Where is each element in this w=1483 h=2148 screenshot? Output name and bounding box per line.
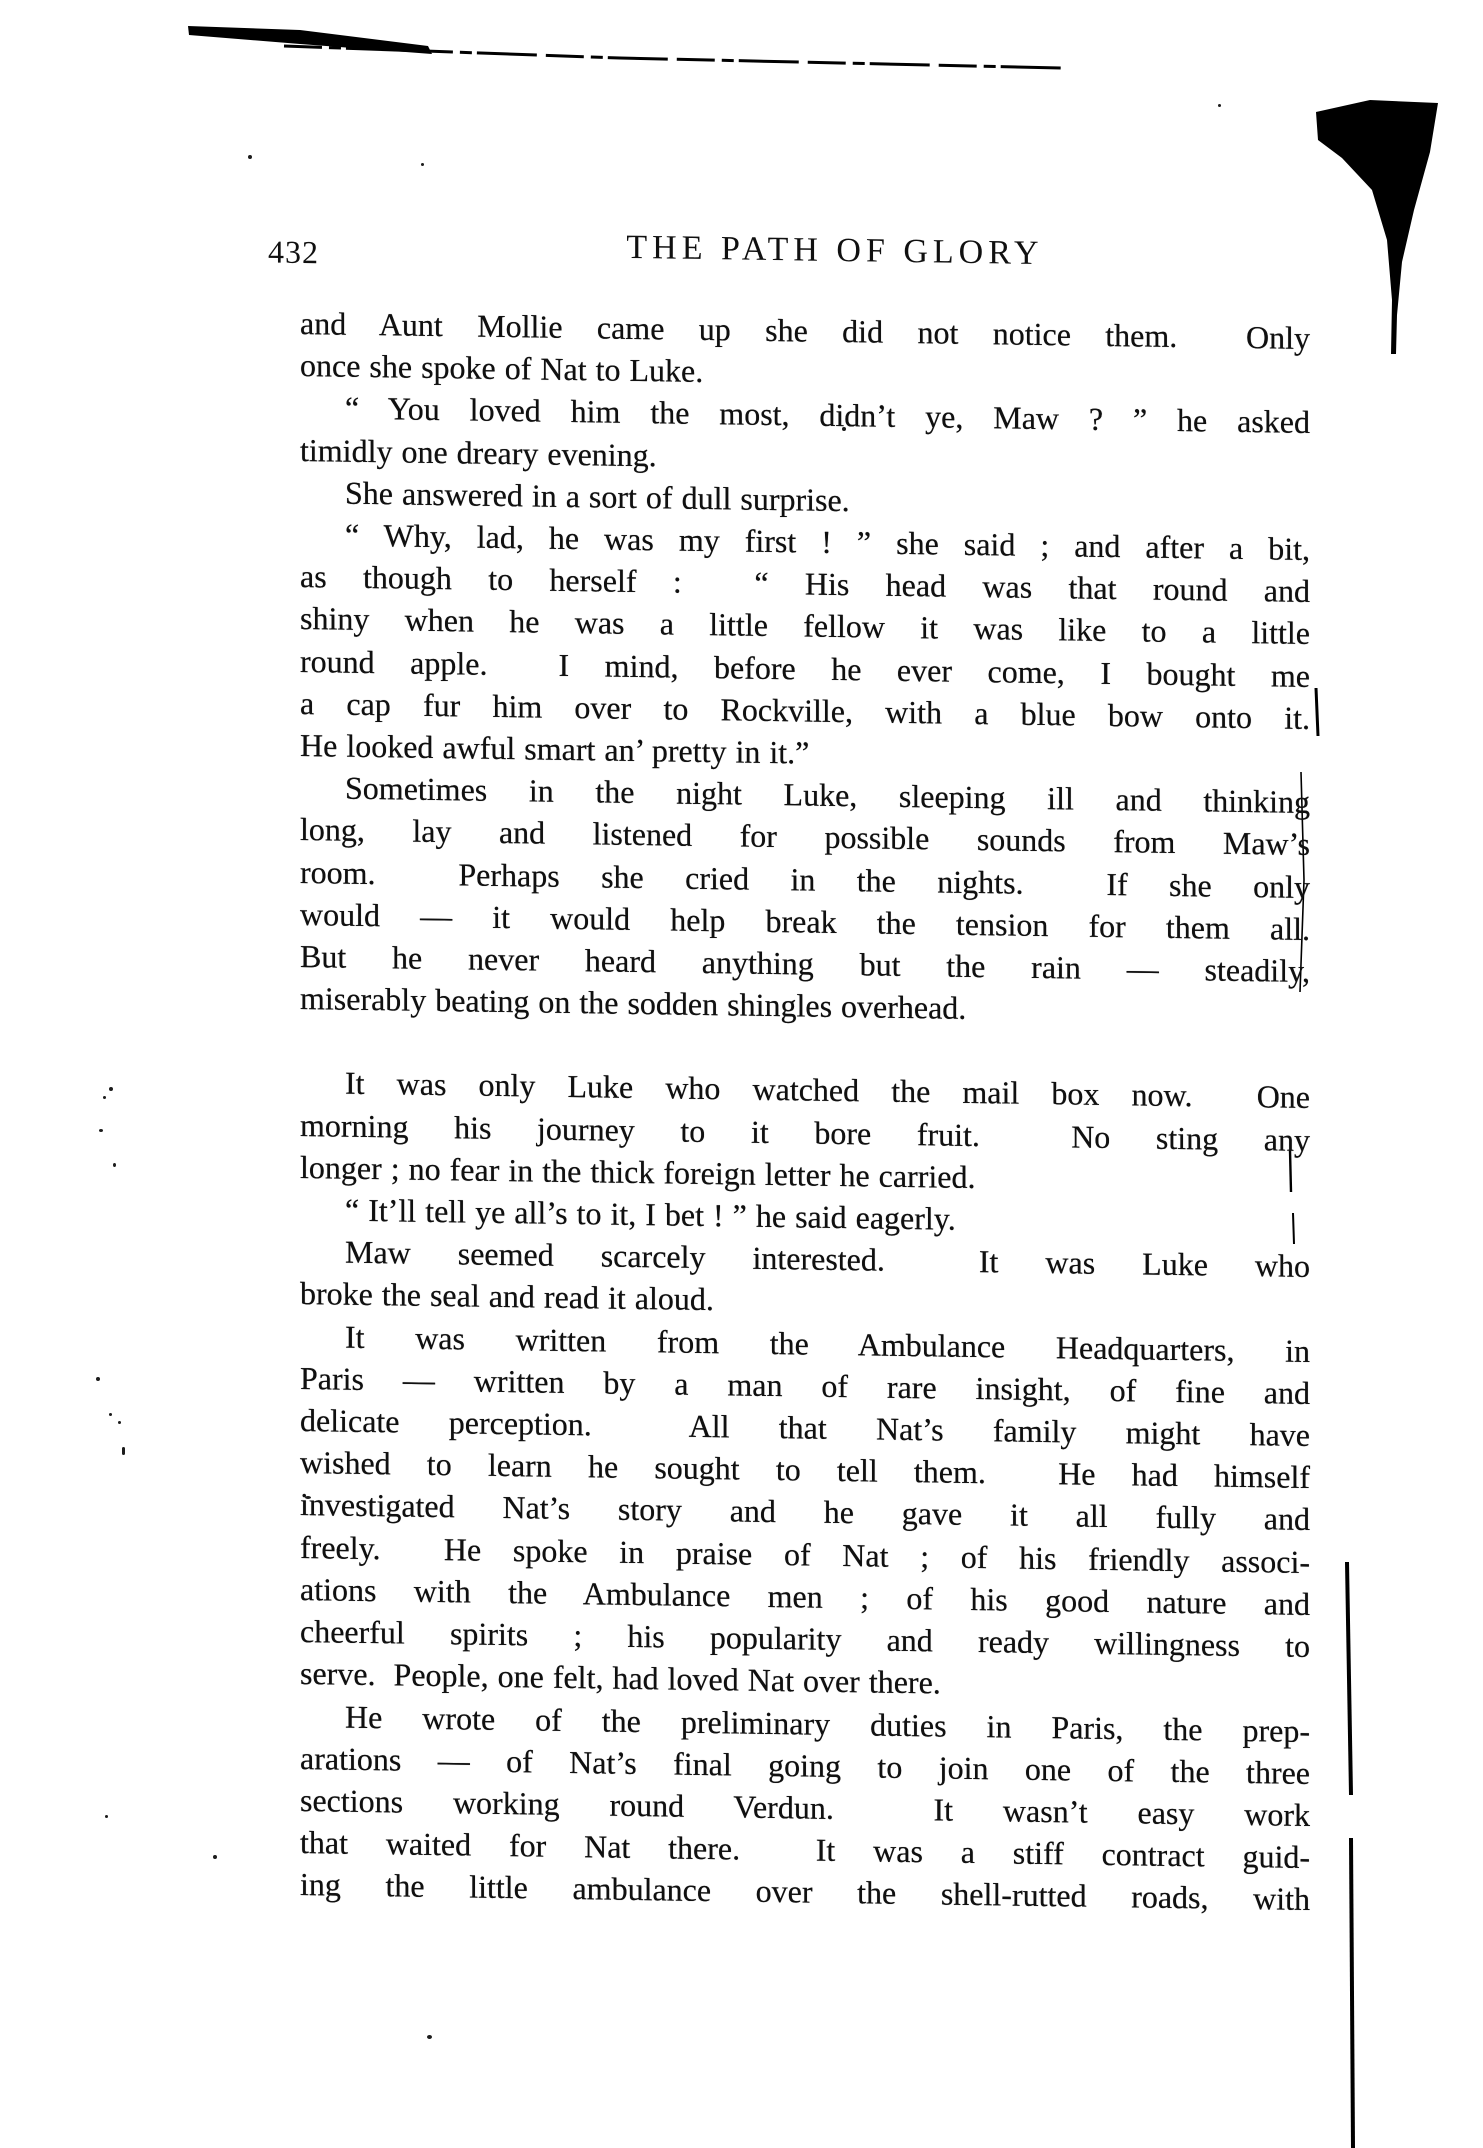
crease-line-bottom-a <box>1347 1562 1351 1795</box>
text-line: wished to learn he sought to tell them. He had himself <box>300 1444 1310 1496</box>
text-line: sections working round Verdun. It wasn’t easy work <box>300 1781 1310 1833</box>
dust-speck <box>99 1129 103 1132</box>
dust-speck <box>1218 104 1221 107</box>
dust-speck <box>213 1855 217 1859</box>
text-line: morning his journey to it bore fruit. No sting any <box>300 1106 1310 1158</box>
text-line: ations with the Ambulance men ; of his good nature and <box>300 1570 1310 1622</box>
text-line: serve. People, one felt, had loved Nat over there. <box>300 1655 941 1701</box>
text-line: “ It’ll tell ye all’s to it, I bet ! ” he said eagerly. <box>345 1191 956 1237</box>
text-line: Sometimes in the night Luke, sleeping ill and thinking <box>345 769 1310 821</box>
text-line: Maw seemed scarcely interested. It was Luke who <box>345 1233 1310 1285</box>
running-title: THE PATH OF GLORY <box>626 228 1044 273</box>
text-line: “ Why, lad, he was my first ! ” she said ; and after a bit, <box>345 516 1310 568</box>
text-line: delicate perception. All that Nat’s family might have <box>300 1402 1310 1454</box>
text-line: Paris — written by a man of rare insight, of fine and <box>300 1359 1310 1411</box>
text-line: once she spoke of Nat to Luke. <box>300 347 704 390</box>
text-line: He wrote of the preliminary duties in Paris, the prep- <box>345 1698 1310 1749</box>
scan-streak-top-thin <box>284 46 1062 68</box>
text-line: a cap fur him over to Rockville, with a blue bow onto it. <box>300 684 1310 736</box>
text-line: It was written from the Ambulance Headquarters, in <box>345 1318 1310 1369</box>
dust-speck <box>109 1413 112 1416</box>
text-line: broke the seal and read it aloud. <box>300 1275 714 1318</box>
text-line: arations — of Nat’s final going to join one of the three <box>300 1739 1310 1791</box>
dust-speck <box>421 163 424 166</box>
dust-speck <box>103 1096 106 1099</box>
text-line: that waited for Nat there. It was a stiff contract guid- <box>300 1824 1310 1876</box>
text-line: She answered in a sort of dull surprise. <box>345 474 850 518</box>
text-line: investigated Nat’s story and he gave it all fully and <box>300 1486 1310 1538</box>
text-line: “ You loved him the most, didn’t ye, Maw ? ” he asked <box>345 390 1310 441</box>
text-line: ing the little ambulance over the shell-rutted roads, with <box>300 1866 1310 1918</box>
text-line: He looked awful smart an’ pretty in it.” <box>300 727 810 771</box>
paragraph <box>300 302 1310 401</box>
paragraph <box>300 1061 1310 1203</box>
text-line: shiny when he was a little fellow it was like to a little <box>300 600 1310 652</box>
dust-speck <box>122 1447 125 1455</box>
dust-speck <box>113 1163 116 1167</box>
text-line: would — it would help break the tension for them all. <box>300 895 1310 947</box>
text-line: miserably beating on the sodden shingles overhead. <box>300 980 967 1027</box>
text-line: as though to herself : “ His head was that round and <box>300 558 1310 610</box>
text-line: It was only Luke who watched the mail box now. One <box>345 1065 1310 1116</box>
dust-speck <box>427 2035 432 2039</box>
text-line: longer ; no fear in the thick foreign letter he carried. <box>300 1148 976 1195</box>
paragraph <box>300 386 1310 485</box>
ink-blot-top-right <box>1316 100 1438 354</box>
paragraph <box>300 766 1310 1034</box>
paragraph <box>300 513 1310 781</box>
dust-speck <box>248 155 252 159</box>
dust-speck <box>109 1087 113 1091</box>
dust-speck <box>105 1815 108 1818</box>
page-number: 432 <box>268 233 319 271</box>
text-line: room. Perhaps she cried in the nights. If she only <box>300 853 1310 905</box>
text-column <box>300 302 1310 1921</box>
dust-speck <box>96 1377 100 1381</box>
text-line: cheerful spirits ; his popularity and ready willingness to <box>300 1613 1310 1665</box>
crease-line-bottom-b <box>1351 1838 1353 2148</box>
crease-mark-1 <box>1316 688 1318 736</box>
paragraph <box>300 1230 1310 1329</box>
text-line: But he never heard anything but the rain — steadily, <box>300 938 1310 990</box>
text-line: round apple. I mind, before he ever come, I bought me <box>300 642 1310 694</box>
paragraph <box>300 1695 1310 1921</box>
text-line: timidly one dreary evening. <box>300 431 657 473</box>
dust-speck <box>118 1421 121 1424</box>
text-line: freely. He spoke in praise of Nat ; of his friendly associ- <box>300 1528 1310 1580</box>
text-line: and Aunt Mollie came up she did not notice them. Only <box>300 305 1310 356</box>
text-line: long, lay and listened for possible sounds from Maw’s <box>300 811 1310 863</box>
text-block <box>268 224 1310 1921</box>
paragraph <box>300 1315 1310 1710</box>
